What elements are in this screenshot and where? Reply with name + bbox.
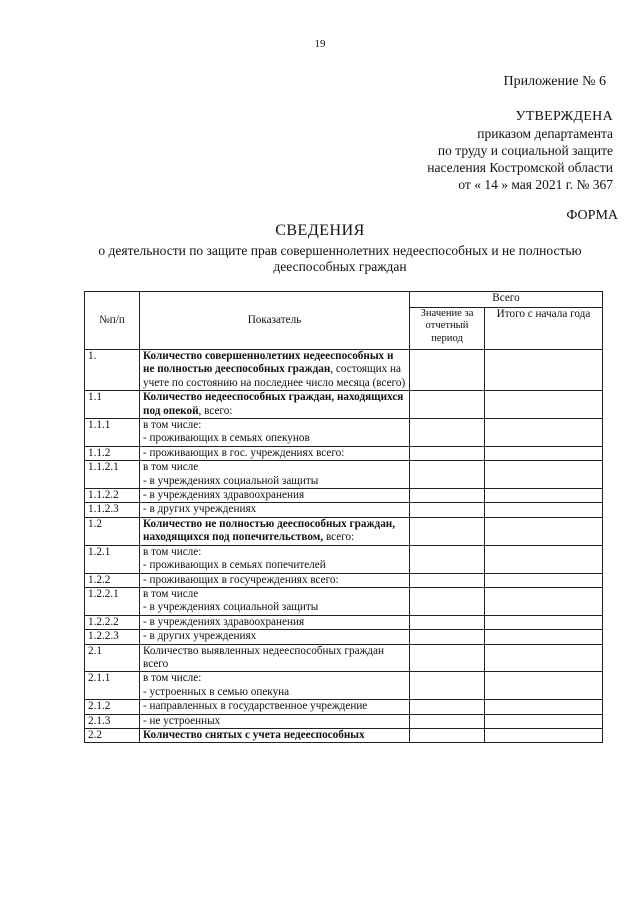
row-value-period bbox=[410, 630, 485, 644]
table-row bbox=[85, 545, 603, 573]
row-indicator bbox=[140, 644, 410, 672]
annex-label: Приложение № 6 bbox=[503, 74, 606, 89]
table-row bbox=[85, 644, 603, 672]
row-number: 2.1.2 bbox=[85, 700, 140, 714]
table-row bbox=[85, 728, 603, 742]
indicator-text-bold: Количество не полностью дееспособных граждан, находящихся под попечительством, bbox=[143, 517, 396, 544]
table-row bbox=[85, 391, 603, 419]
row-value-year bbox=[485, 587, 603, 615]
row-value-year bbox=[485, 630, 603, 644]
row-number: 2.2 bbox=[85, 728, 140, 742]
row-value-year bbox=[485, 446, 603, 460]
row-indicator bbox=[140, 630, 410, 644]
row-value-period bbox=[410, 350, 485, 391]
table-row bbox=[85, 446, 603, 460]
table-row bbox=[85, 503, 603, 517]
report-table bbox=[84, 291, 603, 743]
row-indicator bbox=[140, 587, 410, 615]
row-value-period bbox=[410, 419, 485, 447]
row-indicator bbox=[140, 700, 410, 714]
indicator-text: всего: bbox=[323, 531, 355, 544]
row-value-year bbox=[485, 615, 603, 629]
document-subtitle: о деятельности по защите прав совершеннолетних недееспособных и не полностью дееспособных граждан bbox=[98, 243, 582, 274]
row-indicator bbox=[140, 446, 410, 460]
table-row bbox=[85, 630, 603, 644]
table-row bbox=[85, 714, 603, 728]
table-row bbox=[85, 573, 603, 587]
row-indicator bbox=[140, 503, 410, 517]
document-title: СВЕДЕНИЯ bbox=[275, 222, 365, 239]
row-value-year bbox=[485, 545, 603, 573]
approval-line: приказом департамента bbox=[477, 126, 613, 141]
indicator-text: - проживающих в госучреждениях всего: bbox=[143, 573, 339, 586]
row-value-period bbox=[410, 517, 485, 545]
approval-heading: УТВЕРЖДЕНА bbox=[515, 109, 613, 124]
row-value-year bbox=[485, 644, 603, 672]
row-value-period bbox=[410, 391, 485, 419]
approval-line: по труду и социальной защите bbox=[437, 143, 613, 158]
row-value-year bbox=[485, 714, 603, 728]
row-value-year bbox=[485, 700, 603, 714]
table-row bbox=[85, 517, 603, 545]
row-indicator bbox=[140, 545, 410, 573]
row-number: 1.1.2.3 bbox=[85, 503, 140, 517]
row-value-period bbox=[410, 615, 485, 629]
indicator-text: - направленных в государственное учреждение bbox=[143, 700, 368, 713]
indicator-text: - проживающих в гос. учреждениях всего: bbox=[143, 446, 345, 459]
row-indicator bbox=[140, 615, 410, 629]
page-number: 19 bbox=[314, 38, 326, 50]
row-indicator bbox=[140, 419, 410, 447]
row-number: 1.2.1 bbox=[85, 545, 140, 573]
row-number: 1.2 bbox=[85, 517, 140, 545]
indicator-text: - в учреждениях социальной защиты bbox=[143, 601, 319, 614]
indicator-text: , всего: bbox=[198, 404, 233, 417]
row-number: 1.1.2.2 bbox=[85, 489, 140, 503]
indicator-text: Количество выявленных недееспособных граждан всего bbox=[143, 644, 384, 670]
row-indicator bbox=[140, 391, 410, 419]
row-value-year bbox=[485, 350, 603, 391]
report-table-body bbox=[85, 350, 603, 743]
row-value-period bbox=[410, 503, 485, 517]
row-indicator bbox=[140, 672, 410, 700]
row-value-period bbox=[410, 728, 485, 742]
indicator-text-bold: Количество совершеннолетних недееспособных и не полностью дееспособных граждан bbox=[143, 350, 394, 376]
row-value-year bbox=[485, 728, 603, 742]
row-value-period bbox=[410, 700, 485, 714]
row-number: 1.2.2 bbox=[85, 573, 140, 587]
indicator-text: - проживающих в семьях опекунов bbox=[143, 432, 310, 445]
table-row bbox=[85, 672, 603, 700]
row-value-period bbox=[410, 489, 485, 503]
row-indicator bbox=[140, 489, 410, 503]
indicator-text: - в учреждениях здравоохранения bbox=[143, 489, 305, 502]
row-value-year bbox=[485, 672, 603, 700]
indicator-text: в том числе: bbox=[143, 419, 202, 432]
header-total: Всего bbox=[410, 292, 603, 308]
row-number: 1.2.2.2 bbox=[85, 615, 140, 629]
row-value-period bbox=[410, 545, 485, 573]
row-number: 1. bbox=[85, 350, 140, 391]
table-row bbox=[85, 489, 603, 503]
table-row bbox=[85, 419, 603, 447]
indicator-text: в том числе: bbox=[143, 672, 202, 685]
row-number: 2.1.3 bbox=[85, 714, 140, 728]
row-value-period bbox=[410, 672, 485, 700]
table-row bbox=[85, 700, 603, 714]
row-number: 1.1.2 bbox=[85, 446, 140, 460]
indicator-text: - проживающих в семьях попечителей bbox=[143, 559, 326, 572]
approval-line: от « 14 » мая 2021 г. № 367 bbox=[458, 177, 613, 192]
row-number: 1.1.1 bbox=[85, 419, 140, 447]
row-value-period bbox=[410, 587, 485, 615]
row-value-year bbox=[485, 517, 603, 545]
row-number: 1.2.2.3 bbox=[85, 630, 140, 644]
row-value-period bbox=[410, 461, 485, 489]
indicator-text: , состоящих на учете по состоянию на последнее число месяца (всего) bbox=[143, 363, 406, 389]
approval-line: населения Костромской области bbox=[427, 160, 613, 175]
row-value-period bbox=[410, 644, 485, 672]
form-label: ФОРМА bbox=[566, 208, 618, 223]
row-indicator bbox=[140, 517, 410, 545]
row-indicator bbox=[140, 573, 410, 587]
header-number: №п/п bbox=[85, 292, 140, 350]
indicator-text: в том числе: bbox=[143, 545, 202, 558]
row-value-year bbox=[485, 573, 603, 587]
row-number: 2.1 bbox=[85, 644, 140, 672]
row-indicator bbox=[140, 714, 410, 728]
indicator-text: - устроенных в семью опекуна bbox=[143, 685, 290, 698]
indicator-text: - в других учреждениях bbox=[143, 630, 257, 643]
row-value-year bbox=[485, 461, 603, 489]
indicator-text: в том числе bbox=[143, 461, 199, 474]
indicator-text-bold: Количество недееспособных граждан, находящихся под опекой bbox=[143, 391, 404, 417]
table-row bbox=[85, 461, 603, 489]
indicator-text: - не устроенных bbox=[143, 714, 221, 727]
indicator-text: - в других учреждениях bbox=[143, 503, 257, 516]
row-value-year bbox=[485, 503, 603, 517]
row-value-period bbox=[410, 446, 485, 460]
header-indicator: Показатель bbox=[140, 292, 410, 350]
header-year-to-date: Итого с начала года bbox=[485, 308, 603, 350]
row-value-period bbox=[410, 714, 485, 728]
row-indicator bbox=[140, 350, 410, 391]
row-number: 1.1 bbox=[85, 391, 140, 419]
row-value-year bbox=[485, 419, 603, 447]
indicator-text: - в учреждениях здравоохранения bbox=[143, 615, 305, 628]
table-row bbox=[85, 615, 603, 629]
header-reporting-period: Значение за отчетный период bbox=[410, 308, 485, 350]
row-indicator bbox=[140, 728, 410, 742]
table-row bbox=[85, 587, 603, 615]
row-value-year bbox=[485, 391, 603, 419]
row-number: 1.1.2.1 bbox=[85, 461, 140, 489]
row-number: 2.1.1 bbox=[85, 672, 140, 700]
row-value-year bbox=[485, 489, 603, 503]
indicator-text-bold: Количество снятых с учета недееспособных bbox=[143, 728, 365, 741]
approval-block bbox=[427, 108, 613, 193]
row-value-period bbox=[410, 573, 485, 587]
table-row bbox=[85, 350, 603, 391]
row-indicator bbox=[140, 461, 410, 489]
row-number: 1.2.2.1 bbox=[85, 587, 140, 615]
indicator-text: - в учреждениях социальной защиты bbox=[143, 474, 319, 487]
indicator-text: в том числе bbox=[143, 587, 199, 600]
